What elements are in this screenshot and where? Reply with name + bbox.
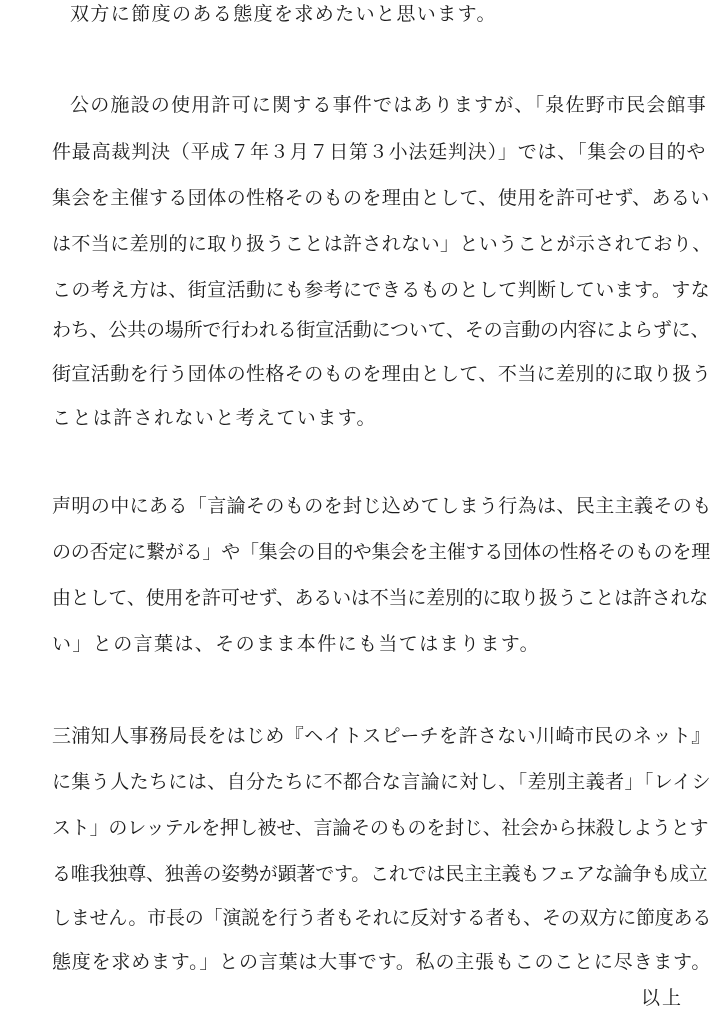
text-line: のの否定に繋がる」や「集会の目的や集会を主催する団体の性格そのものを理 [52, 541, 711, 563]
text-line: ことは許されないと考えています。 [52, 407, 377, 429]
text-line: この考え方は、街宣活動にも参考にできるものとして判断しています。すな [52, 279, 711, 301]
text-line: い」との言葉は、そのまま本件にも当てはまります。 [52, 633, 541, 655]
text-line: 双方に節度のある態度を求めたいと思います。 [70, 3, 497, 25]
text-line: 件最高裁判決（平成７年３月７日第３小法廷判決）」では、「集会の目的や [52, 141, 707, 163]
text-line: る唯我独尊、独善の姿勢が顕著です。これでは民主主義もフェアな論争も成立 [52, 863, 708, 885]
text-line: 集会を主催する団体の性格そのものを理由として、使用を許可せず、あるい [52, 187, 710, 209]
text-line: 公の施設の使用許可に関する事件ではありますが、「泉佐野市民会館事 [70, 94, 707, 116]
text-line: に集う人たちには、自分たちに不都合な言論に対し、「差別主義者」「レイシ [52, 771, 712, 793]
text-line: 由として、使用を許可せず、あるいは不当に差別的に取り扱うことは許されな [52, 587, 709, 609]
text-line: スト」のレッテルを押し被せ、言論そのものを封じ、社会から抹殺しようとす [52, 817, 709, 839]
text-line: 街宣活動を行う団体の性格そのものを理由として、不当に差別的に取り扱う [52, 363, 712, 385]
text-line: わち、公共の場所で行われる街宣活動について、その言動の内容によらずに、 [52, 319, 710, 341]
text-line: 声明の中にある「言論そのものを封じ込めてしまう行為は、民主主義そのも [52, 495, 712, 517]
closing-mark: 以上 [641, 987, 684, 1009]
text-line: 三浦知人事務局長をはじめ『ヘイトスピーチを許さない川崎市民のネット』 [52, 725, 711, 747]
text-line: は不当に差別的に取り扱うことは許されない」ということが示されており、 [52, 233, 712, 255]
text-line: 態度を求めます。」との言葉は大事です。私の主張もこのことに尽きます。 [52, 951, 712, 973]
text-line: しません。市長の「演説を行う者もそれに反対する者も、その双方に節度ある [52, 907, 712, 929]
